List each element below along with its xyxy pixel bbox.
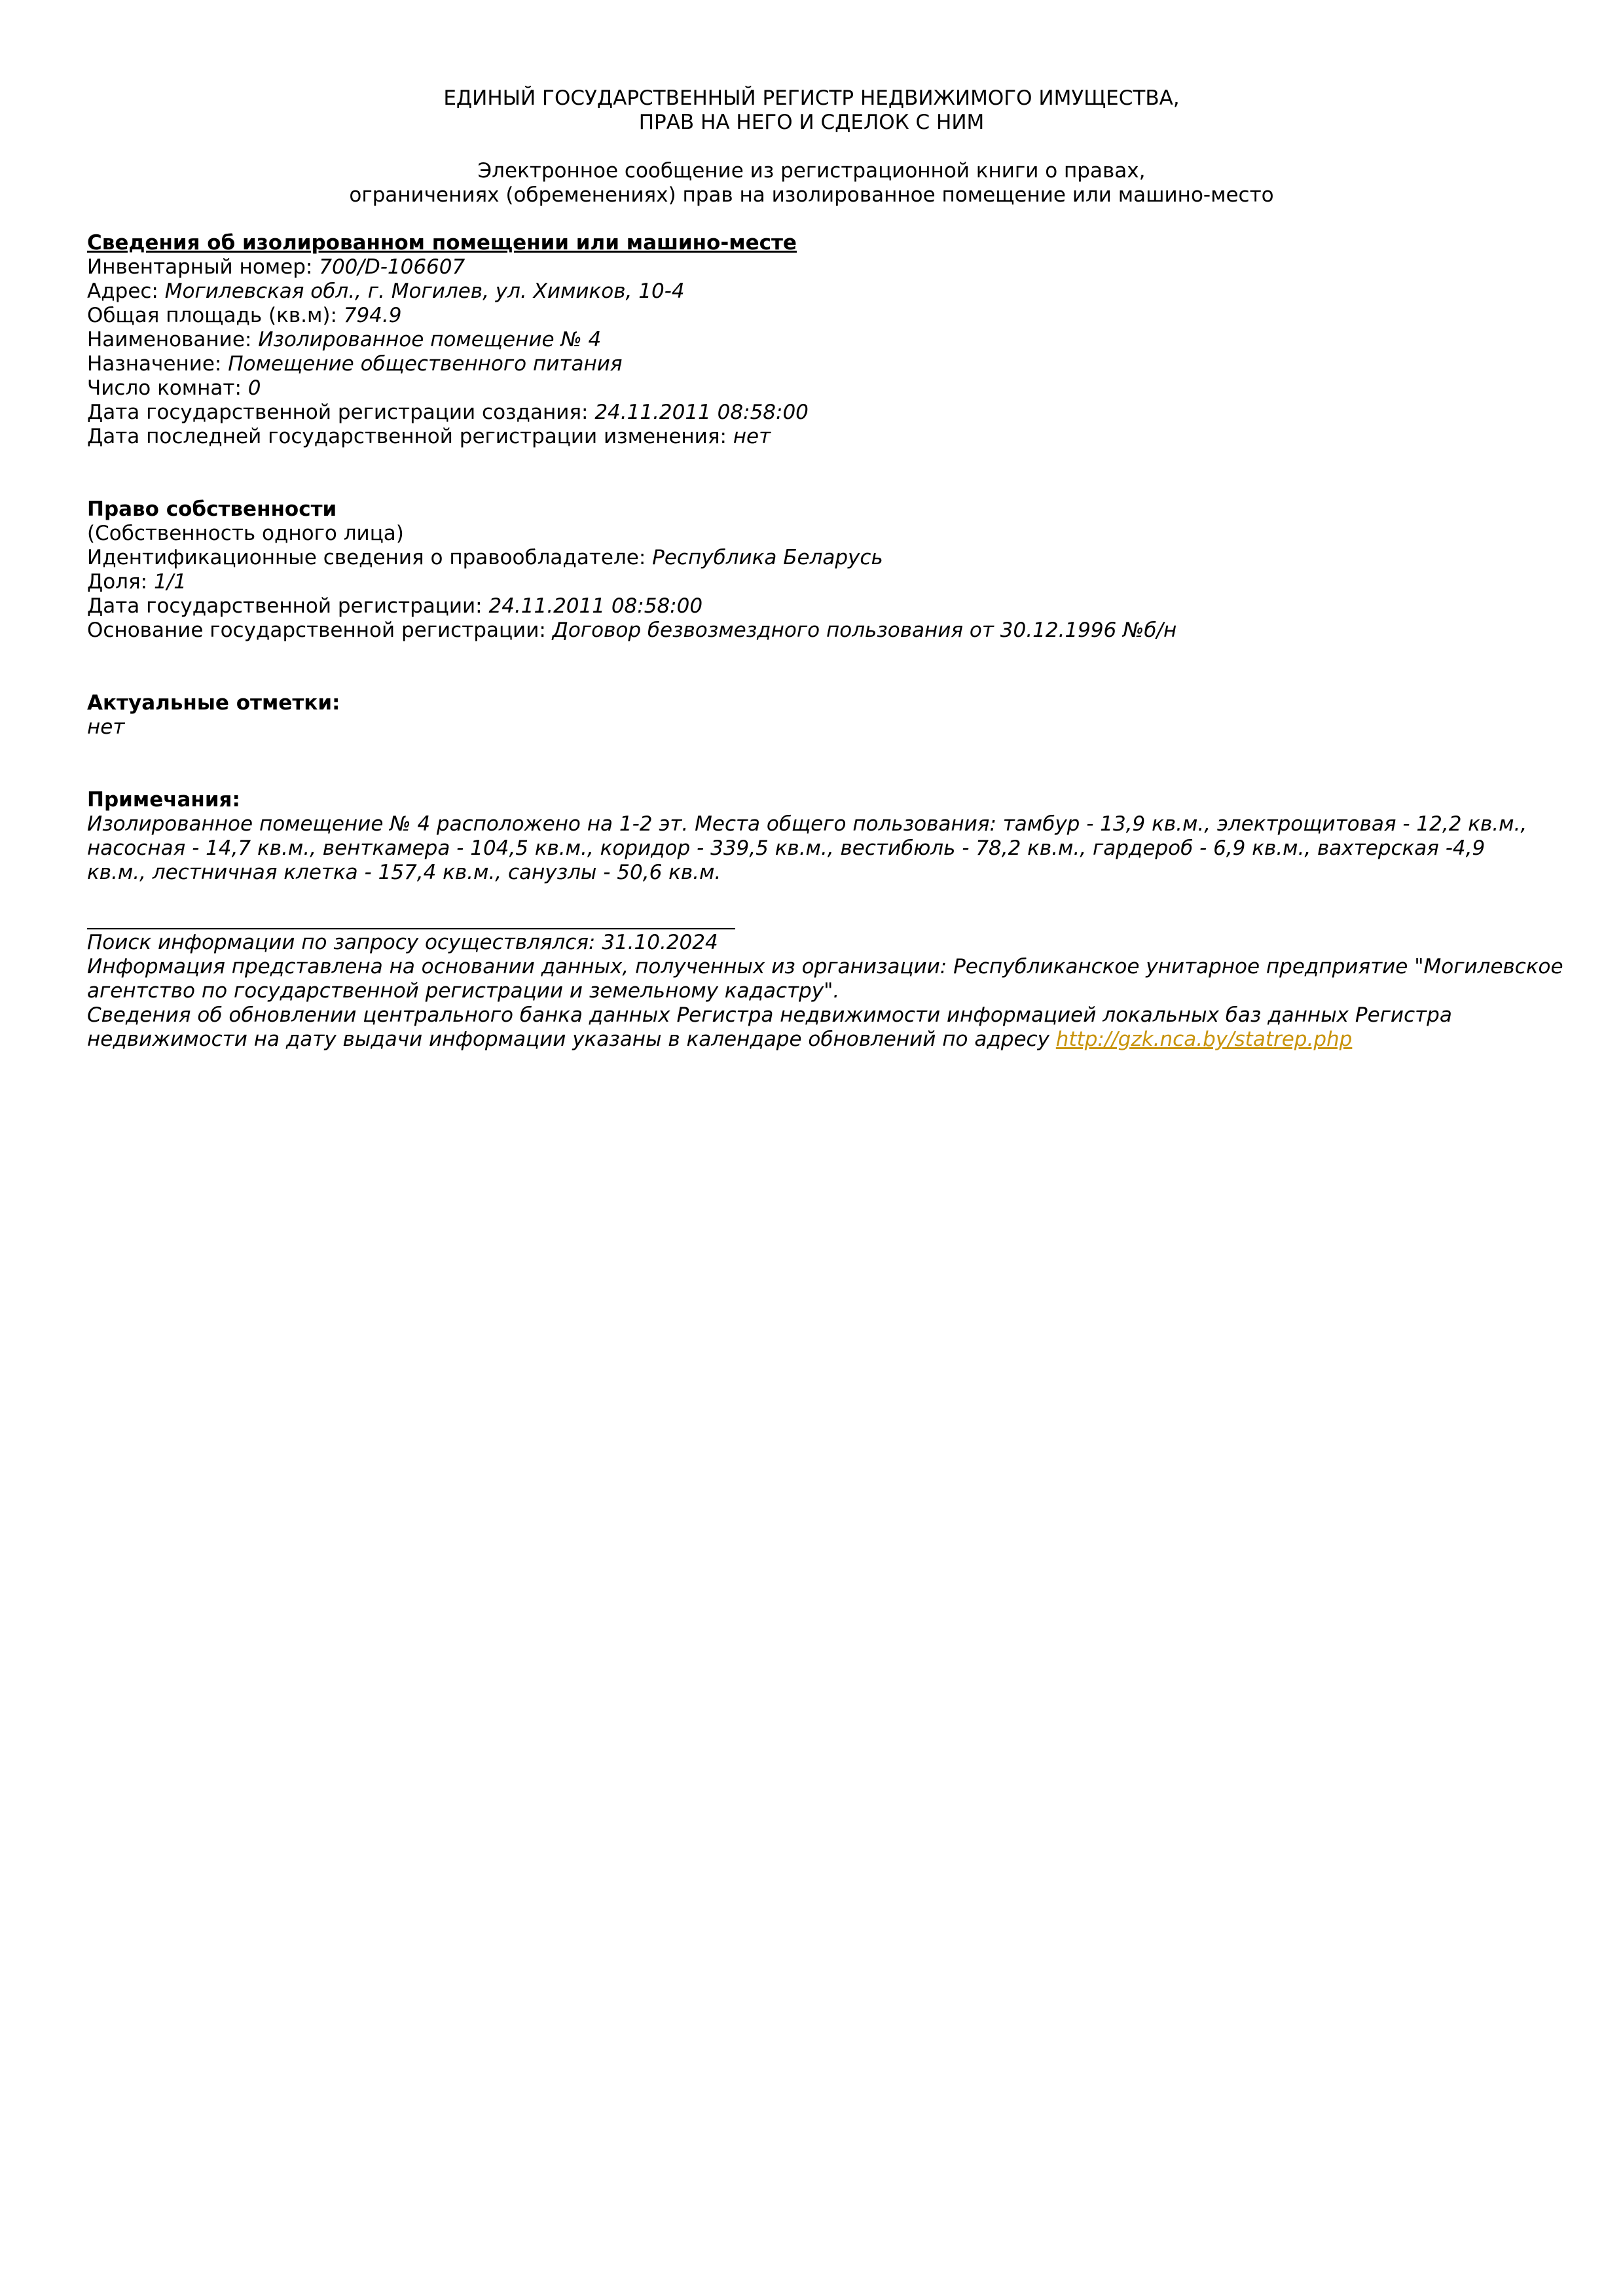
field-inventory-number: Инвентарный номер: 700/D-106607 (87, 255, 465, 279)
notes-section-title: Примечания: (87, 788, 240, 812)
field-rooms-count: Число комнат: 0 (87, 376, 261, 400)
field-name: Наименование: Изолированное помещение № 4 (87, 328, 602, 351)
document-footer (87, 928, 1563, 1052)
field-address: Адрес: Могилевская обл., г. Могилев, ул. Химиков, 10-4 (87, 279, 685, 303)
notes-text-line-1: Изолированное помещение № 4 расположено на 1-2 эт. Места общего пользования: тамбур - 13,9 кв.м., электрощитовая - 12,2 кв.м., (87, 812, 1527, 836)
notes-text-line-2: насосная - 14,7 кв.м., венткамера - 104,5 кв.м., коридор - 339,5 кв.м., вестибюль - 78,2 кв.м., гардероб - 6,9 кв.м., вахтерская -4,9 (87, 836, 1486, 860)
field-total-area: Общая площадь (кв.м): 794.9 (87, 304, 402, 327)
update-note-line-2: недвижимости на дату выдачи информации указаны в календаре обновлений по адресу http://gzk.nca.by/statrep.php (87, 1028, 1353, 1051)
property-section-title: Сведения об изолированном помещении или машино-месте (87, 231, 797, 255)
ownership-type: (Собственность одного лица) (87, 522, 404, 545)
message-subtitle-line-1: Электронное сообщение из регистрационной книги о правах, (477, 159, 1146, 183)
document-body (87, 231, 1547, 885)
field-share: Доля: 1/1 (87, 570, 187, 594)
message-subtitle-line-2: ограничениях (обременениях) прав на изолированное помещение или машино-место (349, 183, 1274, 207)
marks-value: нет (87, 715, 125, 739)
document-header (0, 86, 1623, 207)
field-registration-basis: Основание государственной регистрации: Договор безвозмездного пользования от 30.12.1996 №б/н (87, 619, 1177, 642)
field-registration-date: Дата государственной регистрации: 24.11.2011 08:58:00 (87, 594, 703, 618)
source-note-line-1: Информация представлена на основании данных, полученных из организации: Республиканское унитарное предприятие "Могилевское (87, 955, 1563, 978)
field-right-holder: Идентификационные сведения о правообладателе: Республика Беларусь (87, 546, 883, 569)
search-date-note: Поиск информации по запросу осуществлялся: 31.10.2024 (87, 931, 718, 954)
register-title-line-2: ПРАВ НА НЕГО И СДЕЛОК С НИМ (638, 111, 985, 134)
source-note-line-2: агентство по государственной регистрации и земельному кадастру". (87, 979, 840, 1003)
register-title-line-1: ЕДИНЫЙ ГОСУДАРСТВЕННЫЙ РЕГИСТР НЕДВИЖИМОГО ИМУЩЕСТВА, (443, 86, 1180, 110)
marks-section-title: Актуальные отметки: (87, 691, 340, 715)
field-creation-registration-date: Дата государственной регистрации создания: 24.11.2011 08:58:00 (87, 401, 809, 424)
notes-text-line-3: кв.м., лестничная клетка - 157,4 кв.м., санузлы - 50,6 кв.м. (87, 861, 721, 884)
field-purpose: Назначение: Помещение общественного питания (87, 352, 623, 376)
field-last-change-registration-date: Дата последней государственной регистрации изменения: нет (87, 425, 771, 448)
ownership-section-title: Право собственности (87, 497, 337, 521)
update-note-line-1: Сведения об обновлении центрального банка данных Регистра недвижимости информацией локальных баз данных Регистра (87, 1003, 1452, 1027)
footer-divider (87, 928, 735, 929)
statrep-link[interactable]: http://gzk.nca.by/statrep.php (1055, 1028, 1353, 1051)
